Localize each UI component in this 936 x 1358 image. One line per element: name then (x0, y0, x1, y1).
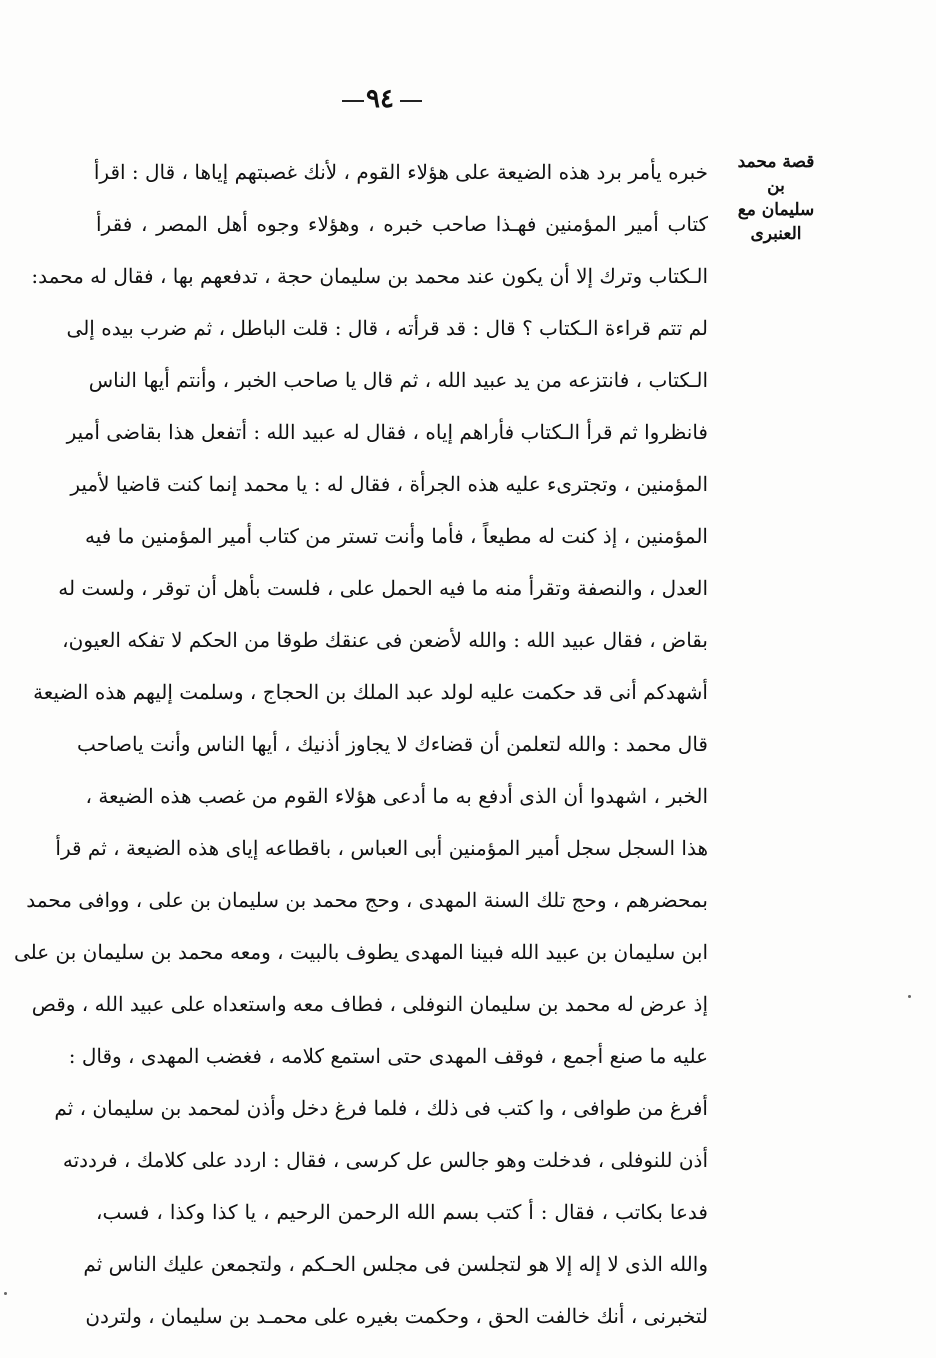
text-line: الخبر ، اشهدوا أن الذى أدفع به ما أدعى هؤلاء القوم من غصب هذه الضيعة ، (85, 784, 708, 808)
text-line: العدل ، والنصفة وتقرأ منه ما فيه الحمل على ، فلست بأهل أن توقر ، ولست له (58, 576, 708, 600)
text-line: إذ عرض له محمد بن سليمان النوفلى ، فطاف معه واستعداه على عبيد الله ، وقص (31, 992, 708, 1016)
scan-speck (4, 1292, 7, 1295)
text-line: والله الذى لا إله إلا هو لتجلسن فى مجلس الحـكم ، ولتجمعن عليك الناس ثم (83, 1252, 708, 1276)
page-number-rule-right (400, 100, 422, 102)
text-line: الـكتاب وترك إلا أن يكون عند محمد بن سليمان حجة ، تدفعهم بها ، فقال له محمد: (31, 264, 708, 288)
main-text-block (13, 146, 708, 1342)
text-line: المؤمنين ، إذ كنت له مطيعاً ، فأما وأنت تستر من كتاب أمير المؤمنين ما فيه (85, 524, 708, 548)
text-line: كتاب أمير المؤمنين فهـذا صاحب خبره ، وهؤلاء وجوه أهل المصر ، فقرأ (96, 212, 708, 236)
text-line: فانظروا ثم قرأ الـكتاب فأراهم إياه ، فقال له عبيد الله : أتفعل هذا بقاضى أمير (66, 420, 708, 444)
text-line: خبره يأمر برد هذه الضيعة على هؤلاء القوم ، لأنك غصبتهم إياها ، قال : اقرأ (93, 160, 708, 184)
text-line: بمحضرهم ، وحج تلك السنة المهدى ، وحج محمد بن سليمان بن على ، ووافى محمد (26, 888, 708, 912)
text-line: فدعا بكاتب ، فقال : أ كتب بسم الله الرحمن الرحيم ، يا كذا وكذا ، فسب، (96, 1200, 708, 1224)
text-line: الـكتاب ، فانتزعه من يد عبيد الله ، ثم قال يا صاحب الخبر ، وأنتم أيها الناس (88, 368, 708, 392)
text-line: المؤمنين ، وتجترىء عليه هذه الجرأة ، فقال له : يا محمد إنما كنت قاضيا لأمير (70, 472, 708, 496)
margin-note-line: العنبرى (750, 224, 802, 244)
text-line: قال محمد : والله لتعلمن أن قضاءك لا يجاوز أذنيك ، أيها الناس وأنت ياصاحب (76, 732, 708, 756)
text-line: لم تتم قراءة الـكتاب ؟ قال : قد قرأته ، قال : قلت الباطل ، ثم ضرب بيده إلى (66, 316, 708, 340)
margin-note (726, 150, 826, 246)
text-line: أذن للنوفلى ، فدخلت وهو جالس عل كرسى ، فقال : اردد على كلامك ، فرددته (62, 1148, 708, 1172)
text-line: ابن سليمان بن عبيد الله فبينا المهدى يطوف بالبيت ، ومعه محمد بن سليمان بن على (13, 940, 708, 964)
text-line: لتخبرنى ، أنك خالفت الحق ، وحكمت بغيره على محمـد بن سليمان ، ولتردن (85, 1304, 708, 1328)
text-line: هذا السجل سجل أمير المؤمنين أبى العباس ، باقطاعه إياى هذه الضيعة ، ثم قرأ (55, 836, 708, 860)
text-line: أشهدكم أنى قد حكمت عليه لولد عبد الملك بن الحجاج ، وسلمت إليهم هذه الضيعة (33, 680, 708, 704)
text-line: أفرغ من طوافى ، وا كتب فى ذلك ، فلما فرغ دخل وأذن لمحمد بن سليمان ، ثم (54, 1096, 708, 1120)
text-line: بقاض ، فقال عبيد الله : والله لأضعن فى عنقك طوقا من الحكم لا تفكه العيون، (62, 628, 708, 652)
page-number: ٩٤ (366, 84, 394, 114)
margin-note-line: قصة محمد بن (737, 152, 815, 196)
text-line: عليه ما صنع أجمع ، فوقف المهدى حتى استمع كلامه ، فغضب المهدى ، وقال : (68, 1044, 708, 1068)
margin-note-line: سليمان مع (737, 200, 815, 220)
scan-speck (908, 995, 911, 998)
